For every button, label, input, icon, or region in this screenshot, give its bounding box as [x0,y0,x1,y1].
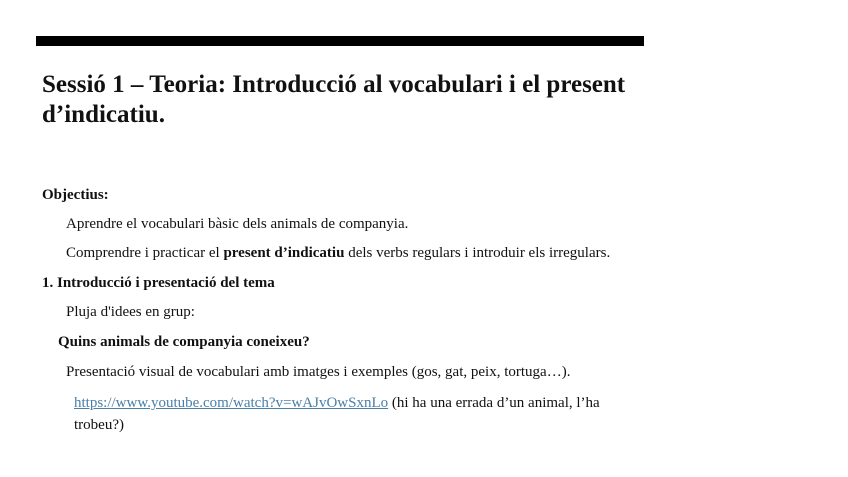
objective-text-post: dels verbs regulars i introduir els irregulars. [344,245,611,261]
video-link-paragraph [74,392,649,436]
objective-item-vocabulary: Aprendre el vocabulari bàsic dels animals de companyia. [66,216,409,232]
objectives-heading: Objectius: [42,187,109,203]
header-bar [36,36,644,46]
section-heading-intro: 1. Introducció i presentació del tema [42,275,275,291]
question-text: Quins animals de companyia coneixeu? [58,334,310,350]
objective-text-bold: present d’indicatiu [223,245,345,261]
youtube-link[interactable]: https://www.youtube.com/watch?v=wAJvOwSxnLo [74,395,389,411]
link-note: (hi ha una errada d’un animal, l’ha trobeu?) [74,395,600,433]
page-title: Sessió 1 – Teoria: Introducció al vocabulari i el present d’indicatiu. [42,71,626,128]
objective-item-present [66,244,610,262]
objective-text-pre: Comprendre i practicar el [66,245,224,261]
visual-presentation-text: Presentació visual de vocabulari amb imatges i exemples (gos, gat, peix, tortuga…). [66,364,571,380]
brainstorm-text: Pluja d'idees en grup: [66,304,195,320]
